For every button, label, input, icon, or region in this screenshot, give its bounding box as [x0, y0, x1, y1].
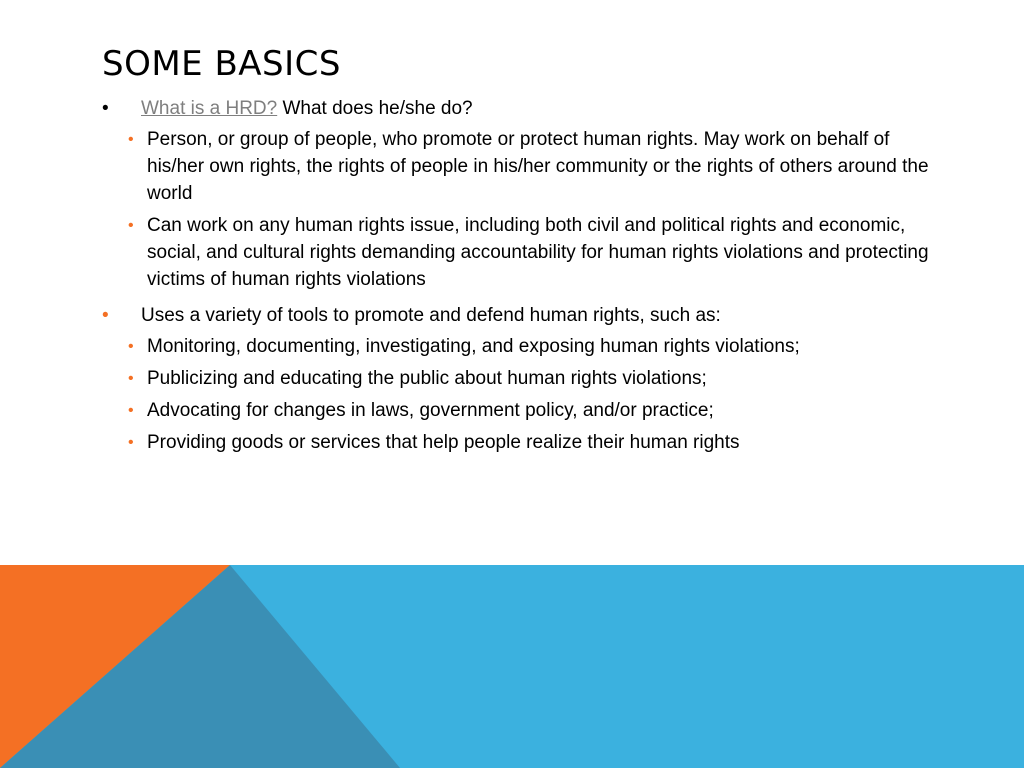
list-item-text: Monitoring, documenting, investigating, and exposing human rights violations;	[147, 336, 800, 357]
bullet-hrd-question-text: What does he/she do?	[277, 98, 473, 119]
list-item-text: Advocating for changes in laws, government policy, and/or practice;	[147, 400, 714, 421]
bullet-dot-icon: •	[128, 338, 134, 355]
bullet-dot-icon: •	[102, 305, 109, 326]
bullet-dot-icon: •	[128, 402, 134, 419]
bullet-dot-icon: •	[128, 217, 134, 234]
slide-title: SOME BASICS	[102, 44, 341, 84]
list-item	[100, 126, 930, 207]
list-item-text: Person, or group of people, who promote or protect human rights. May work on behalf of his/her own rights, the rights of people in his/her community or the rights of others around the world	[147, 129, 929, 204]
what-is-hrd-link[interactable]: What is a HRD?	[141, 98, 278, 119]
list-item	[100, 397, 930, 424]
list-item	[100, 429, 930, 456]
bullet-dot-icon: •	[128, 131, 134, 148]
list-item-text: Can work on any human rights issue, including both civil and political rights and economic, social, and cultural rights demanding accountability for human rights violations and protecting victims of human rights violations	[147, 215, 929, 290]
decorative-footer-band	[0, 565, 1024, 768]
bullet-hrd-question	[100, 96, 930, 122]
bullet-tools	[100, 303, 930, 329]
bullet-dot-icon: •	[128, 434, 134, 451]
bullet-dot-icon: •	[102, 98, 109, 119]
list-item	[100, 212, 930, 293]
list-item	[100, 333, 930, 360]
slide-content	[100, 96, 930, 461]
list-item	[100, 365, 930, 392]
bullet-dot-icon: •	[128, 370, 134, 387]
hrd-subitems-list	[100, 126, 930, 293]
list-item-text: Providing goods or services that help people realize their human rights	[147, 432, 740, 453]
bullet-tools-text: Uses a variety of tools to promote and defend human rights, such as:	[141, 305, 721, 326]
list-item-text: Publicizing and educating the public about human rights violations;	[147, 368, 707, 389]
tools-subitems-list	[100, 333, 930, 456]
